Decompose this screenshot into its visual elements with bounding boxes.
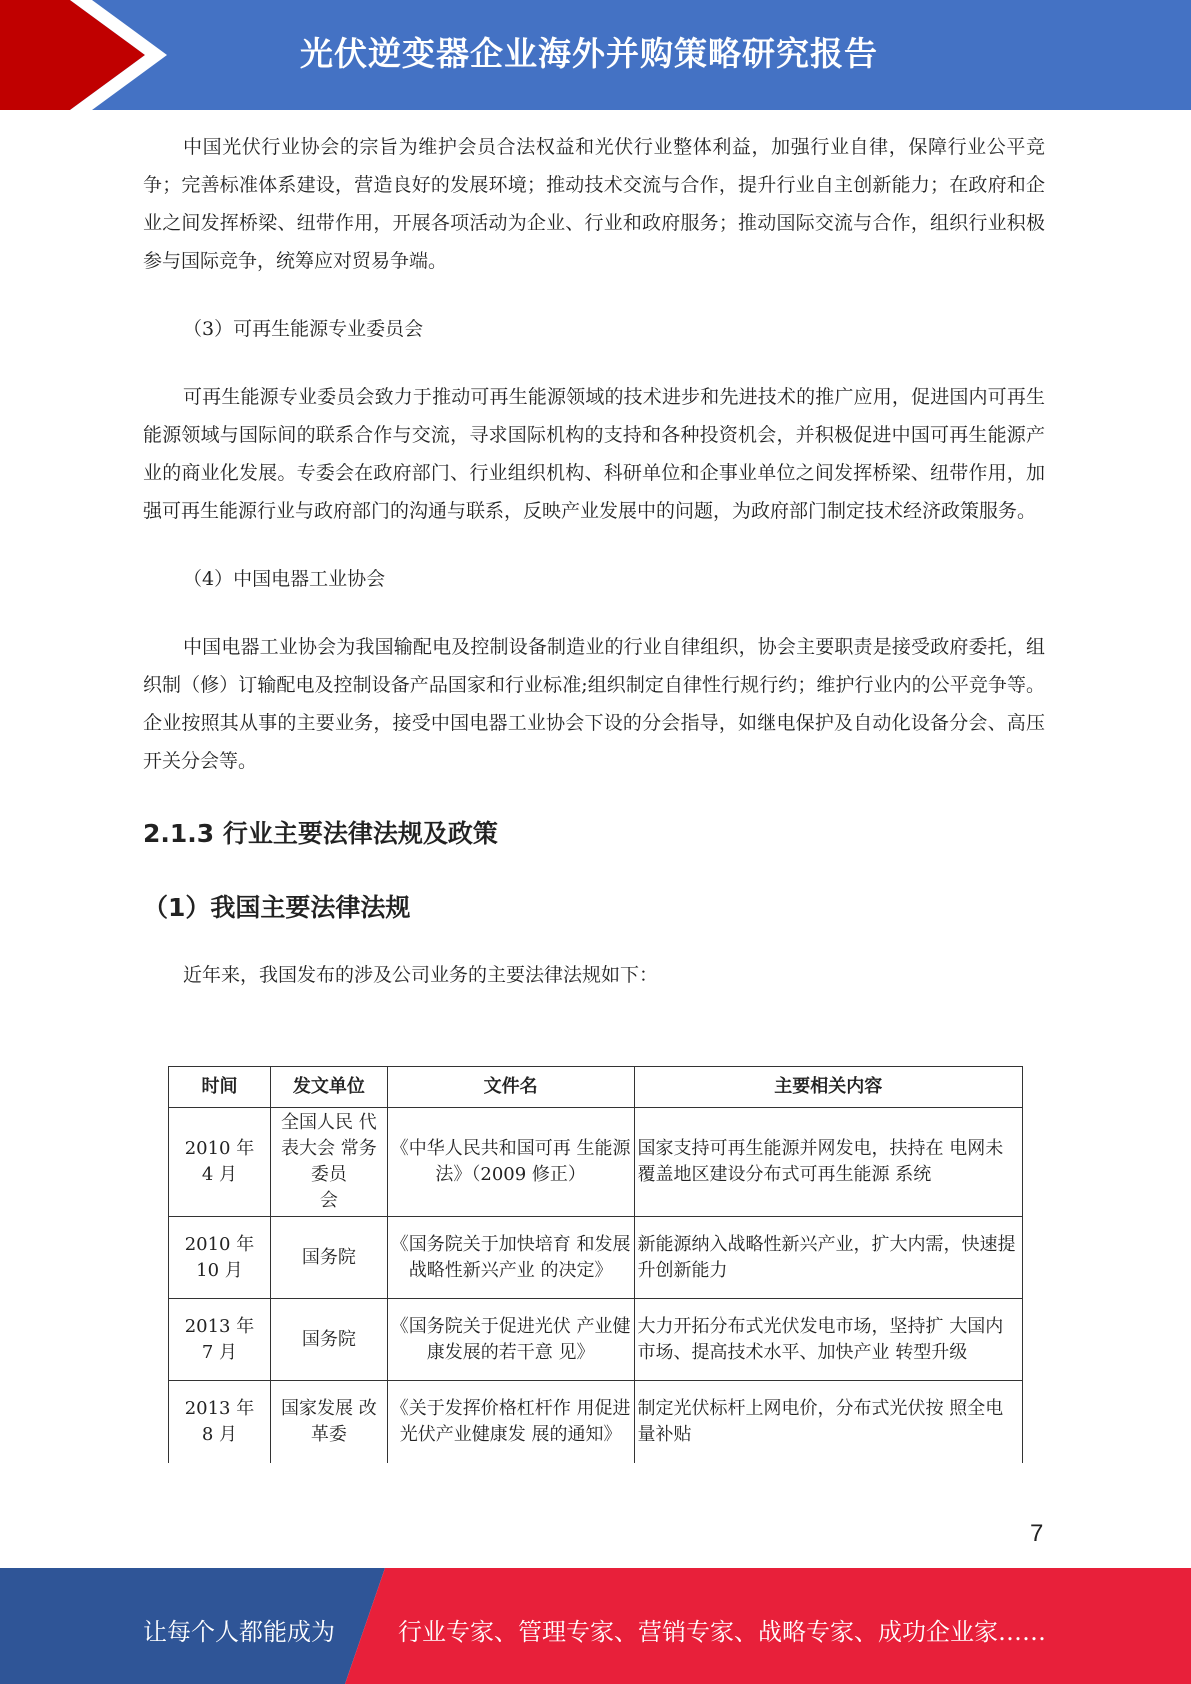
cell-time: 2013 年 8 月 [169, 1381, 271, 1463]
cell-time: 2010 年 10 月 [169, 1217, 271, 1299]
cell-document: 《国务院关于加快培育 和发展战略性新兴产业 的决定》 [387, 1217, 634, 1299]
header-document: 文件名 [387, 1067, 634, 1108]
header-band [0, 0, 1191, 110]
table-row [169, 1108, 1023, 1217]
footer-slogan-left: 让每个人都能成为 [143, 1618, 335, 1646]
cell-content: 国家支持可再生能源并网发电，扶持在 电网未覆盖地区建设分布式可再生能源 系统 [634, 1108, 1023, 1217]
laws-table [168, 1066, 1023, 1463]
table-row [169, 1217, 1023, 1299]
table-row [169, 1299, 1023, 1381]
footer-slogan-right: 行业专家、管理专家、营销专家、战略专家、成功企业家…… [398, 1618, 1046, 1646]
cell-issuer: 国务院 [270, 1217, 387, 1299]
table-row [169, 1381, 1023, 1463]
red-arrow [0, 0, 145, 110]
cell-document: 《中华人民共和国可再 生能源法》（2009 修正） [387, 1108, 634, 1217]
paragraph-renewable-committee: 可再生能源专业委员会致力于推动可再生能源领域的技术进步和先进技术的推广应用，促进国内可再生能源领域与国际间的联系合作与交流，寻求国际机构的支持和各种投资机会，并积极促进中国可再生能源产业的商业化发展。专委会在政府部门、行业组织机构、科研单位和企事业单位之间发挥桥梁、纽带作用，加强可再生能源行业与政府部门的沟通与联系，反映产业发展中的问题，为政府部门制定技术经济政策服务。 [143, 386, 1045, 522]
paragraph-pv-association: 中国光伏行业协会的宗旨为维护会员合法权益和光伏行业整体利益，加强行业自律，保障行业公平竞争；完善标准体系建设，营造良好的发展环境；推动技术交流与合作，提升行业自主创新能力；在政府和企业之间发挥桥梁、纽带作用，开展各项活动为企业、行业和政府服务；推动国际交流与合作，组织行业积极参与国际竞争，统筹应对贸易争端。 [143, 136, 1045, 272]
cell-time: 2010 年 4 月 [169, 1108, 271, 1217]
cell-issuer: 国家发展 改革委 [270, 1381, 387, 1463]
table-intro: 近年来，我国发布的涉及公司业务的主要法律法规如下： [183, 964, 659, 986]
cell-document: 《关于发挥价格杠杆作 用促进光伏产业健康发 展的通知》 [387, 1381, 634, 1463]
cell-time: 2013 年 7 月 [169, 1299, 271, 1381]
cell-document: 《国务院关于促进光伏 产业健康发展的若干意 见》 [387, 1299, 634, 1381]
cell-content: 新能源纳入战略性新兴产业，扩大内需，快速提升创新能力 [634, 1217, 1023, 1299]
section-heading: 2.1.3 行业主要法律法规及政策 [143, 819, 498, 848]
cell-content: 大力开拓分布式光伏发电市场，坚持扩 大国内市场、提高技术水平、加快产业 转型升级 [634, 1299, 1023, 1381]
header-content: 主要相关内容 [634, 1067, 1023, 1108]
cell-issuer: 国务院 [270, 1299, 387, 1381]
subheading-electrical-association: （4）中国电器工业协会 [183, 568, 386, 590]
table-header-row [169, 1067, 1023, 1108]
subsection-heading: （1）我国主要法律法规 [143, 893, 411, 922]
paragraph-electrical-association: 中国电器工业协会为我国输配电及控制设备制造业的行业自律组织，协会主要职责是接受政府委托，组织制（修）订输配电及控制设备产品国家和行业标准;组织制定自律性行规行约；维护行业内的公平竞争等。企业按照其从事的主要业务，接受中国电器工业协会下设的分会指导，如继电保护及自动化设备分会、高压开关分会等。 [143, 636, 1045, 772]
main-content [143, 128, 1045, 994]
report-title: 光伏逆变器企业海外并购策略研究报告 [300, 34, 878, 73]
subheading-renewable-committee: （3）可再生能源专业委员会 [183, 318, 424, 340]
cell-content: 制定光伏标杆上网电价，分布式光伏按 照全电量补贴 [634, 1381, 1023, 1463]
cell-issuer: 全国人民 代表大会 常务委员 会 [270, 1108, 387, 1217]
page-number: 7 [1030, 1520, 1044, 1547]
header-issuer: 发文单位 [270, 1067, 387, 1108]
header-time: 时间 [169, 1067, 271, 1108]
